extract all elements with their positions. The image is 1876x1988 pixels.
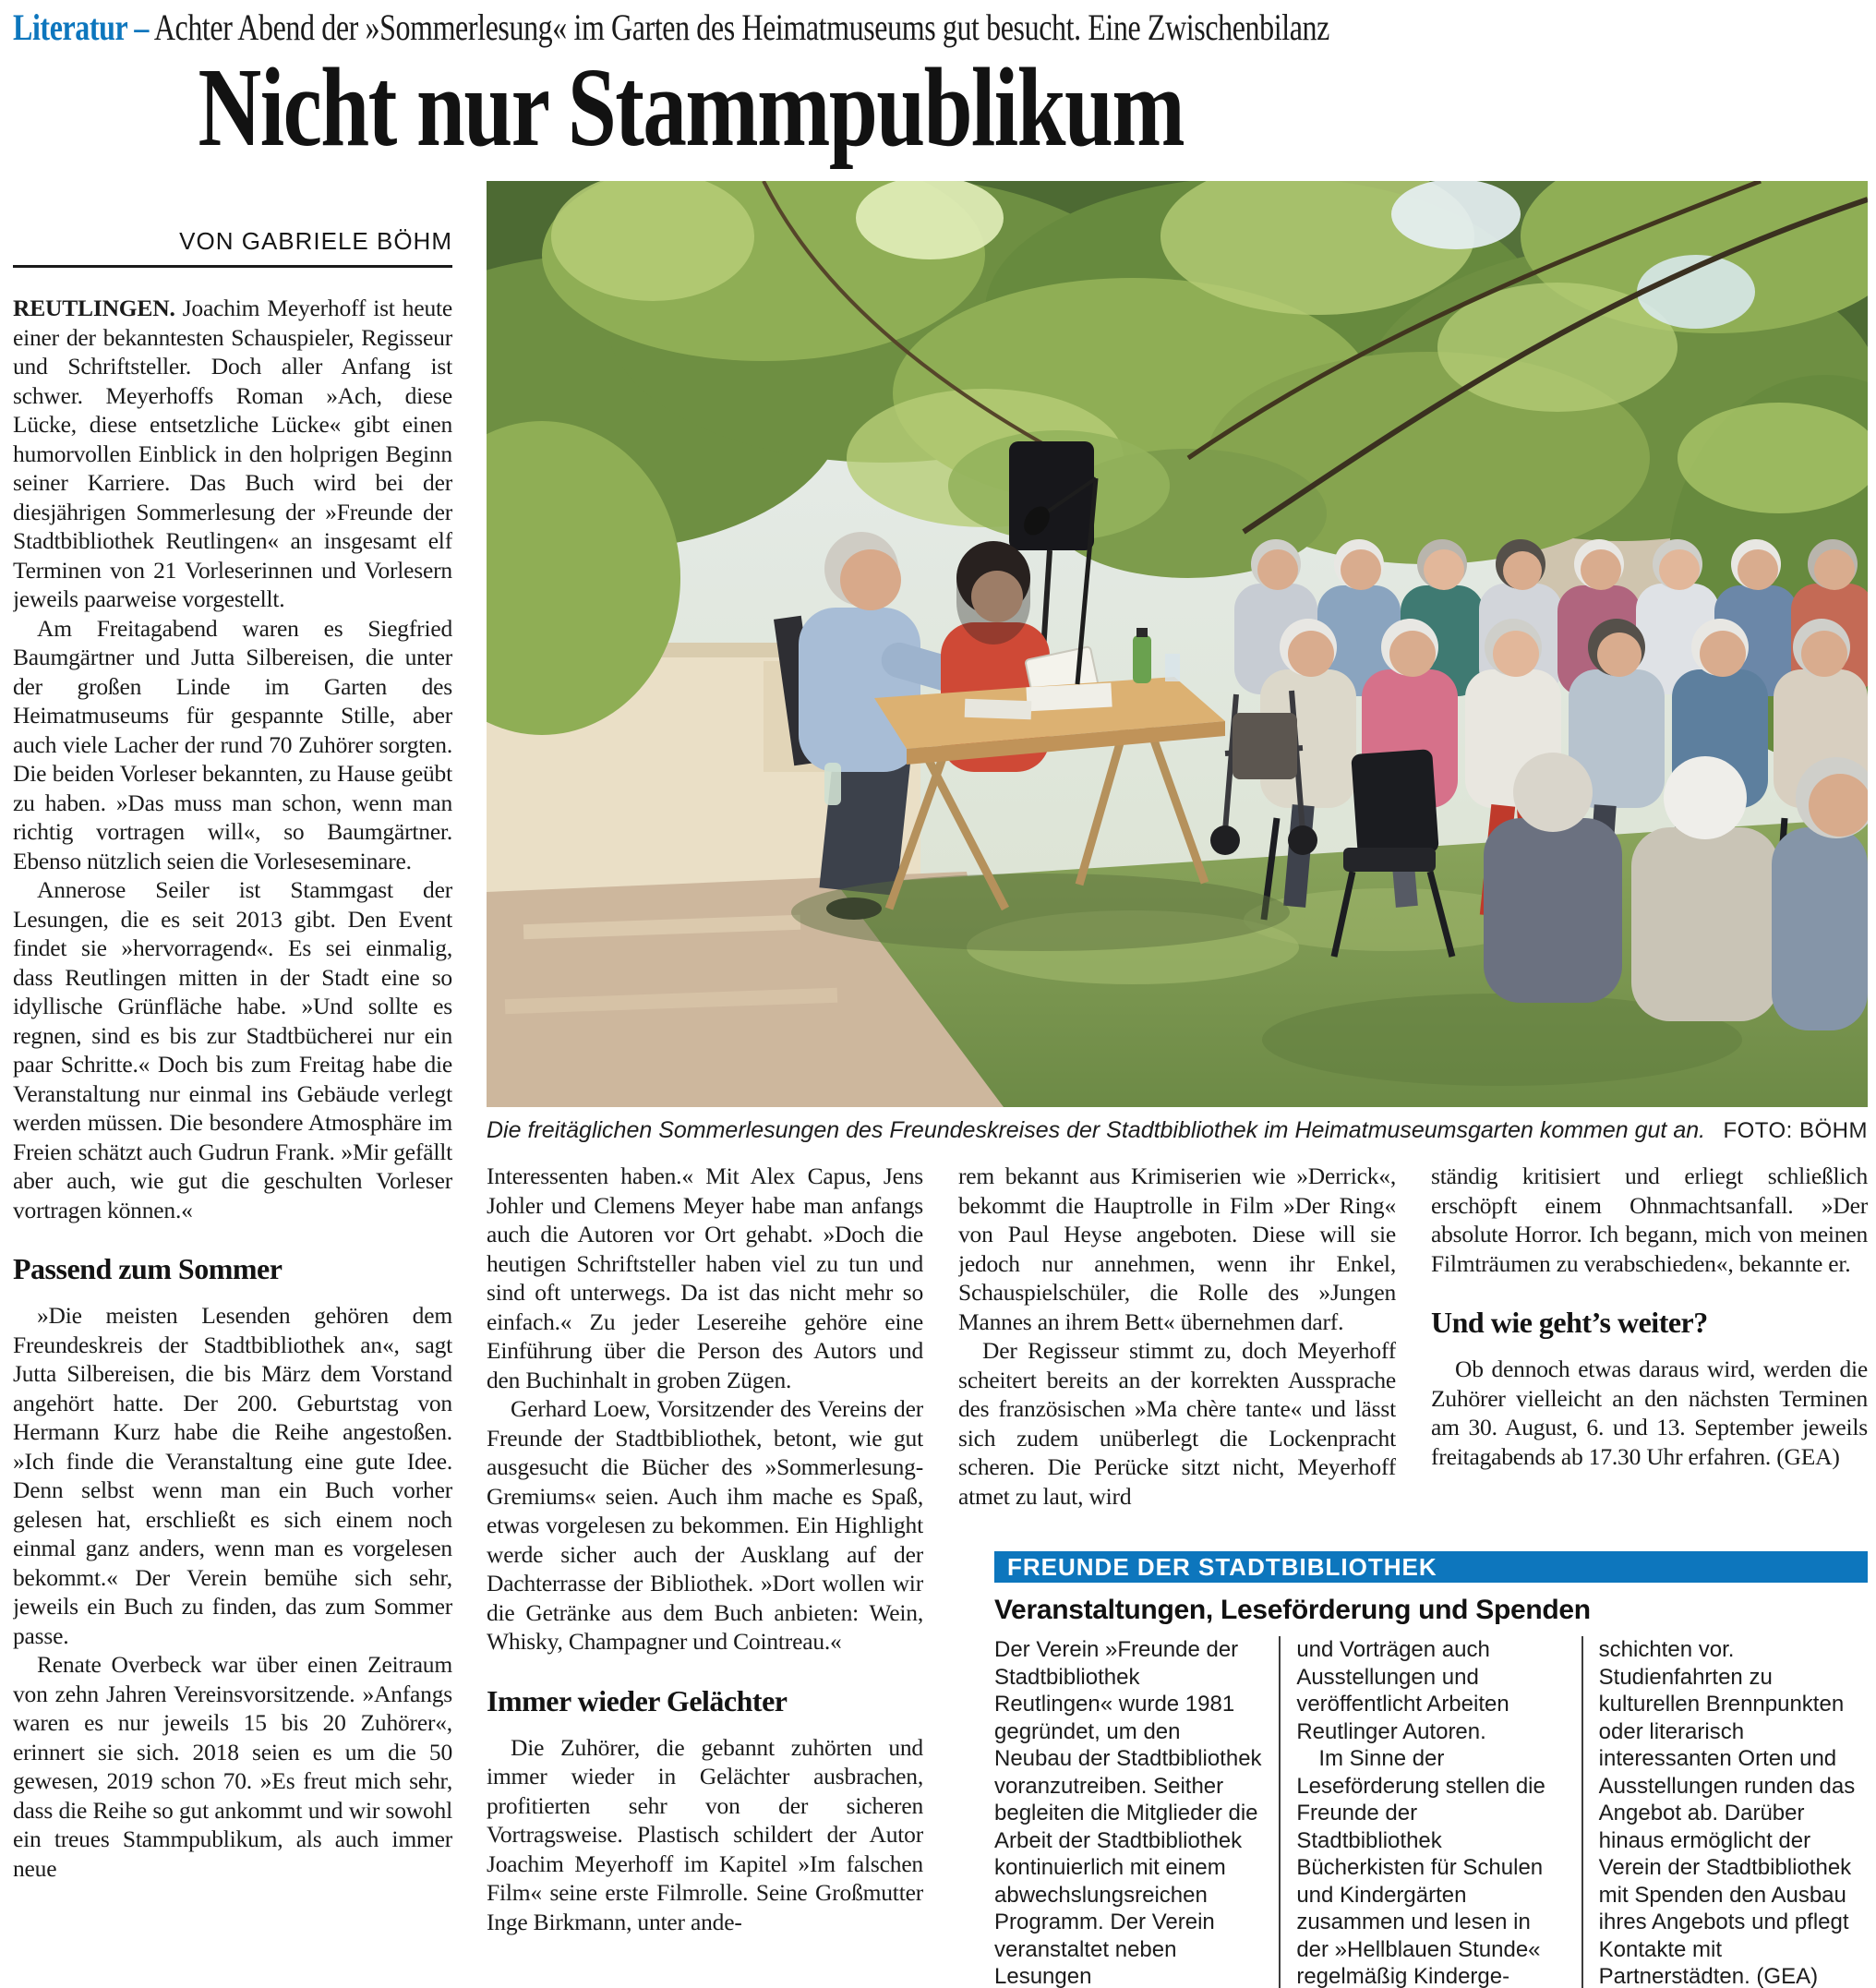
article-paragraph: rem bekannt aus Krimiserien wie »Derrick«, bekommt die Hauptrolle in Film »Der Ring« von Paul Heyse angeboten. Diese will sie jedoch nur annehmen, wenn ihr Enkel, Schauspielschüler, die Rolle des »Jungen Mannes an ihrem Bett« übernehmen darf.: [958, 1163, 1396, 1335]
article-paragraph: Der Verein »Freunde der Stadtbibliothek Reutlingen« wurde 1981 gegründet, um den Neubau der Stadtbibliothek voranzutreiben. Seither begleiten die Mitglieder die Arbeit der Stadtbibliothek kontinuierlich mit einem abwechslungsreichen Programm. Der Verein veranstaltet neben Lesungen: [994, 1637, 1262, 1988]
article-paragraph: und Vorträgen auch Ausstellungen und veröffentlicht Arbeiten Reutlinger Autoren.: [1296, 1637, 1509, 1744]
infobox-columns: [994, 1636, 1868, 1988]
infobox-column-3: [1581, 1636, 1868, 1988]
article-paragraph: ständig kritisiert und erliegt schließlich erschöpft einem Ohnmachtsanfall. »Der absolute Horror. Ich begann, mich von meinen Filmträumen zu verabschieden«, bekannte er.: [1431, 1163, 1868, 1277]
article-paragraph: Ob dennoch etwas daraus wird, werden die Zuhörer vielleicht an den nächsten Terminen am 30. August, 6. und 13. September jeweils freitagabends ab 17.30 Uhr erfahren. (GEA): [1431, 1355, 1868, 1470]
infobox: [994, 1551, 1868, 1988]
article-photo: [487, 181, 1868, 1107]
article-column-4: [1431, 1162, 1868, 1535]
article-column-2: [487, 1162, 923, 1988]
section-heading: Immer wieder Gelächter: [487, 1683, 788, 1717]
headline: Nicht nur Stammpublikum: [198, 45, 1184, 170]
article-paragraph: Annerose Seiler ist Stammgast der Lesungen, die es seit 2013 gibt. Den Event findet sie »hervorragend«. Es sei einmalig, dass Reutlingen mitten in der Stadt eine so idyllische Grünfläche habe. »Und sollte es regnen, sind es bis zur Stadtbücherei nur ein paar Schritte.« Doch bis zum Freitag habe die Veranstaltung nur einmal ins Gebäude verlegt werden müssen. Die besondere Atmosphäre im Freien schätzt auch Gudrun Frank. »Mir gefällt aber auch, wie gut die geschulten Vorleser vortragen können.«: [13, 876, 452, 1223]
photo-caption: [487, 1117, 1868, 1144]
infobox-title: Veranstaltungen, Leseförderung und Spenden: [994, 1595, 1591, 1625]
kicker-category: Literatur –: [13, 6, 149, 48]
article-column-3: [958, 1162, 1396, 1535]
article-paragraph: Im Sinne der Leseförderung stellen die Freunde der Stadtbibliothek Bücherkisten für Schulen und Kindergärten zusammen und lesen in der »Hellblauen Stunde« regelmäßig Kinderge-: [1296, 1746, 1545, 1988]
article-paragraph: »Die meisten Lesenden gehören dem Freundeskreis der Stadtbibliothek an«, sagt Jutta Silbereisen, die bis März dem Vorstand angehört hatte. Der 200. Geburtstag von Hermann Kurz habe die Reihe angestoßen. »Ich finde die Veranstaltung eine gute Idee. Denn selbst wenn man ein Buch vorher gelesen hat, erschließt es sich einem noch einmal ganz anders, wenn man es vorgelesen bekommt.« Der Verein bemühe sich sehr, jeweils ein Buch zu finden, das zum Sommer passe.: [13, 1302, 452, 1649]
infobox-column-1: [994, 1636, 1263, 1988]
article-paragraph: Interessenten haben.« Mit Alex Capus, Jens Johler und Clemens Meyer habe man anfangs auch die Autoren vor Ort gehabt. »Doch die heutigen Schriftsteller haben viel zu tun und sind oft unterwegs. Da ist das nicht mehr so einfach.« Zu jeder Lesereihe gehöre eine Einführung über die Person des Autors und den Buchinhalt in groben Zügen.: [487, 1163, 923, 1393]
photo-illustration: [487, 181, 1868, 1107]
caption-text: Die freitäglichen Sommerlesungen des Freundeskreises der Stadtbibliothek im Heimatmuseumsgarten kommen gut an.: [487, 1117, 1706, 1143]
infobox-column-2: [1279, 1636, 1565, 1988]
section-heading: Passend zum Sommer: [13, 1252, 283, 1285]
article-paragraph: Gerhard Loew, Vorsitzender des Vereins der Freunde der Stadtbibliothek, betont, wie gut ausgesucht die Bücher des »Sommerlesung-Gremiums« seien. Auch ihm mache es Spaß, etwas vorgelesen zu bekommen. Ein Highlight werde sicher auch der Ausklang auf der Dachterrasse der Bibliothek. »Dort wollen wir die Getränke aus dem Buch anbieten: Wein, Whisky, Champagner und Cointreau.«: [487, 1395, 923, 1655]
article-paragraph: Am Freitagabend waren es Siegfried Baumgärtner und Jutta Silbereisen, die unter der großen Linde im Garten des Heimatmuseums für gespannte Stille, aber auch viele Lacher der rund 70 Zuhörer sorgten. Die beiden Vorleser bekannten, zu Hause geübt zu haben. »Das muss man schon, wenn man richtig vortragen will«, so Baumgärtner. Ebenso nützlich seien die Vorleseseminare.: [13, 614, 452, 874]
article-paragraph: schichten vor. Studienfahrten zu kulturellen Brennpunkten oder literarisch interessanten Orten und Ausstellungen runden das Angebot ab. Darüber hinaus ermöglicht der Verein der Stadtbibliothek mit Spenden den Ausbau ihres Angebots und pflegt Kontakte mit Partnerstädten. (GEA): [1598, 1637, 1856, 1988]
section-heading: Und wie geht’s weiter?: [1431, 1306, 1708, 1339]
article-paragraph: Der Regisseur stimmt zu, doch Meyerhoff scheitert bereits an der korrekten Aussprache des französischen »Ma chère tante« und lässt sich zudem unüberlegt die Lockenpracht scheren. Die Perücke sitzt nicht, Meyerhoff atmet zu laut, wird: [958, 1337, 1396, 1510]
byline: VON GABRIELE BÖHM: [13, 227, 452, 268]
article-paragraph: REUTLINGEN. Joachim Meyerhoff ist heute einer der bekanntesten Schauspieler, Regisseur und Schriftsteller. Doch aller Anfang ist schwer. Meyerhoffs Roman »Ach, diese Lücke, diese entsetzliche Lücke« gibt einen humorvollen Einblick in den holprigen Beginn seiner Karriere. Das Buch wird bei der diesjährigen Sommerlesung der »Freunde der Stadtbibliothek Reutlingen« an insgesamt elf Terminen von 21 Vorleserinnen und Vorlesern jeweils paarweise vorgestellt.: [13, 295, 452, 612]
article-paragraph: Renate Overbeck war über einen Zeitraum von zehn Jahren Vereinsvorsitzende. »Anfangs waren es nur jeweils 15 bis 20 Zuhörer«, erinnert sie sich. 2018 seien es um die 50 gewesen, 2019 schon 70. »Es freut mich sehr, dass die Reihe so gut ankommt und wir sowohl ein treues Stammpublikum, als auch immer neue: [13, 1651, 452, 1882]
water-bottle: [824, 763, 841, 805]
audience-foreground: [1484, 753, 1868, 1030]
photo-credit: FOTO: BÖHM: [1723, 1118, 1868, 1143]
article-column-1: [13, 294, 452, 1988]
infobox-banner: FREUNDE DER STADTBIBLIOTHEK: [994, 1551, 1868, 1583]
paragraph-lead-in: REUTLINGEN.: [13, 295, 183, 321]
kicker-text: Achter Abend der »Sommerlesung« im Garten des Heimatmuseums gut besucht. Eine Zwischenbilanz: [153, 6, 1329, 48]
article-paragraph: Die Zuhörer, die gebannt zuhörten und immer wieder in Gelächter ausbrachen, profitierten sehr von der sicheren Vortragsweise. Plastisch schildert der Autor Joachim Meyerhoff im Kapitel »Im falschen Film« seine erste Filmrolle. Seine Großmutter Inge Birkmann, unter ande-: [487, 1733, 923, 1935]
kicker: [13, 6, 1658, 49]
